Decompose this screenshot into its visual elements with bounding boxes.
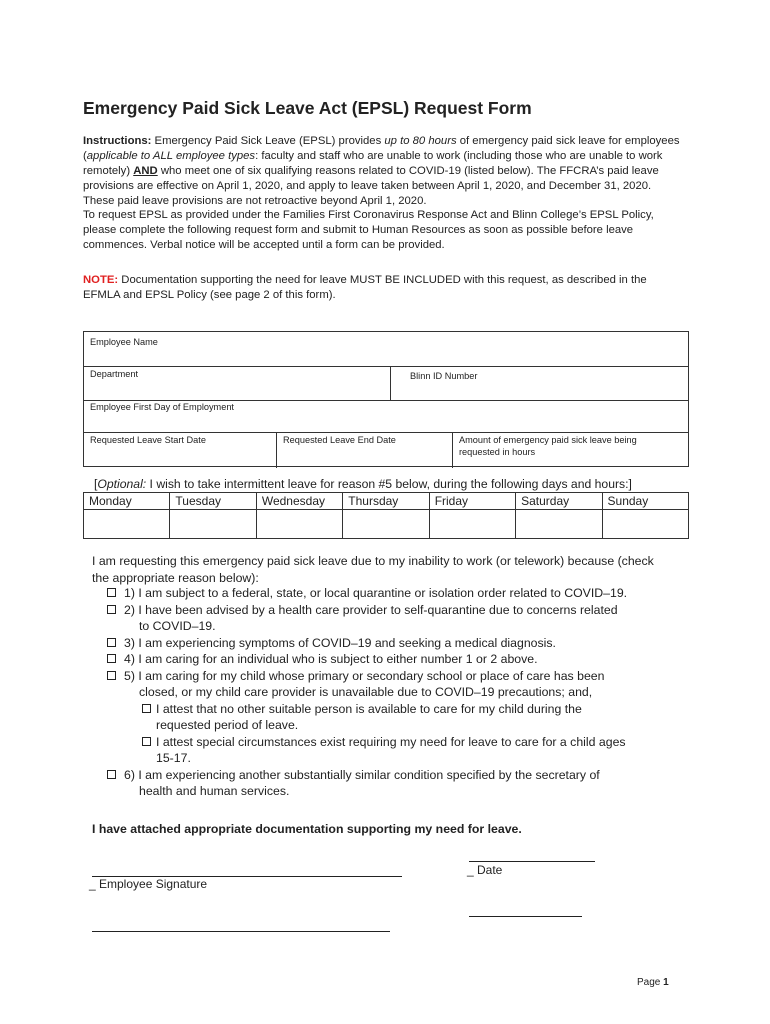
reason-5-text-2: closed, or my child care provider is unavailable due to COVID–19 precautions; and, [139, 685, 593, 699]
intermittent-days-table [83, 492, 689, 539]
day-sunday: Sunday [602, 493, 688, 510]
second-date-line[interactable] [469, 903, 582, 917]
amount-label-line-1: Amount of emergency paid sick leave being [459, 435, 637, 445]
instructions-emphasis-types: applicable to ALL employee types [86, 149, 256, 162]
employee-signature-line[interactable] [92, 863, 402, 877]
instructions-paragraph [83, 134, 683, 209]
amount-label-line-2: requested in hours [459, 447, 536, 457]
day-thursday: Thursday [343, 493, 429, 510]
day-friday: Friday [429, 493, 515, 510]
reason-3 [107, 635, 687, 652]
blinn-id-label: Blinn ID Number [410, 371, 478, 381]
first-day-row[interactable] [84, 401, 688, 433]
note-paragraph [83, 273, 683, 303]
reason-1-checkbox[interactable] [107, 588, 116, 597]
reason-6-text-1: 6) I am experiencing another substantially similar condition specified by the secretary of [124, 767, 600, 782]
department-row [84, 367, 688, 401]
start-date-divider [276, 433, 277, 468]
reason-5-attest-2-checkbox[interactable] [142, 737, 151, 746]
day-monday: Monday [84, 493, 170, 510]
intermittent-leave-line [94, 477, 632, 491]
start-date-label: Requested Leave Start Date [90, 435, 206, 445]
instructions-text-4: who meet one of six qualifying reasons related to COVID-19 (listed below). The FFCRA’s paid leave provisions are effective on April 1, 2020, and apply to leave taken between April 1, 2020, and December 31, 2020. These paid leave provisions are not retroactive beyond April 1, 2020. [83, 164, 659, 207]
page-number-value: 1 [663, 977, 669, 988]
page-number-label: Page [637, 977, 664, 988]
day-saturday: Saturday [516, 493, 602, 510]
intermittent-text: I wish to take intermittent leave for reason #5 below, during the following days and hours:] [146, 477, 632, 491]
attachment-statement: I have attached appropriate documentation supporting my need for leave. [92, 822, 522, 836]
reason-5-attest-1-text-2: requested period of leave. [156, 718, 299, 732]
department-label: Department [90, 369, 139, 379]
end-date-label: Requested Leave End Date [283, 435, 396, 445]
employee-name-label: Employee Name [90, 337, 158, 347]
reason-2-text-2: to COVID–19. [139, 619, 216, 633]
reason-5-attest-1 [124, 701, 687, 734]
reason-6-text-2: health and human services. [139, 784, 290, 798]
reason-2-text-1: 2) I have been advised by a health care provider to self-quarantine due to concerns related [124, 602, 618, 617]
instructions-emphasis-hours: up to 80 hours [384, 135, 457, 147]
days-header-row [84, 493, 689, 510]
day-tuesday: Tuesday [170, 493, 256, 510]
hours-cell-wednesday[interactable] [256, 510, 342, 539]
request-paragraph: To request EPSL as provided under the Families First Coronavirus Response Act and Blinn College’s EPSL Policy, please complete the following request form and submit to Human Resources as soon as possible before leave commences. Verbal notice will be accepted until a form can be provided. [83, 209, 654, 251]
instructions-text-1: Emergency Paid Sick Leave (EPSL) provides [151, 135, 385, 147]
reason-4 [107, 651, 687, 668]
reason-5-attest-1-checkbox[interactable] [142, 704, 151, 713]
employee-name-row[interactable] [84, 332, 688, 367]
intermittent-open-bracket: [ [94, 477, 98, 491]
second-signature-line[interactable] [92, 918, 390, 932]
instructions-text-2: of emergency paid sick leave for employees ( [83, 135, 680, 162]
reason-2-checkbox[interactable] [107, 605, 116, 614]
reason-5-attest-1-text-1: I attest that no other suitable person is available to care for my child during the [156, 701, 582, 716]
reason-4-text: 4) I am caring for an individual who is subject to either number 1 or 2 above. [124, 652, 538, 666]
reason-5 [107, 668, 687, 767]
reason-6 [107, 767, 687, 800]
hours-cell-sunday[interactable] [602, 510, 688, 539]
department-divider [390, 367, 391, 400]
day-wednesday: Wednesday [256, 493, 342, 510]
note-text: Documentation supporting the need for leave MUST BE INCLUDED with this request, as described in the EFMLA and EPSL Policy (see page 2 of this form). [83, 274, 647, 301]
end-date-divider [452, 433, 453, 468]
employee-signature-label: _ Employee Signature [89, 877, 208, 891]
hours-cell-saturday[interactable] [516, 510, 602, 539]
hours-cell-thursday[interactable] [343, 510, 429, 539]
reason-3-text: 3) I am experiencing symptoms of COVID–19 and seeking a medical diagnosis. [124, 635, 556, 650]
reason-5-checkbox[interactable] [107, 671, 116, 680]
reason-5-attest-2 [124, 734, 687, 767]
employee-info-box [83, 331, 689, 467]
instructions-and: AND [133, 164, 158, 177]
intermittent-optional-label: Optional: [97, 477, 147, 491]
first-day-label: Employee First Day of Employment [90, 402, 234, 412]
signature-date-label: _ Date [467, 863, 503, 877]
reasons-list [107, 585, 687, 800]
hours-cell-friday[interactable] [429, 510, 515, 539]
note-label: NOTE: [83, 274, 119, 286]
days-hours-row [84, 510, 689, 539]
reason-4-checkbox[interactable] [107, 654, 116, 663]
form-title: Emergency Paid Sick Leave Act (EPSL) Request Form [83, 98, 532, 118]
instructions-text-3: : faculty and staff who are unable to work (including those who are unable to work remotely) [83, 149, 663, 177]
instructions-label: Instructions: [83, 135, 152, 147]
hours-cell-monday[interactable] [84, 510, 170, 539]
page-number [637, 977, 669, 988]
reason-intro: I am requesting this emergency paid sick leave due to my inability to work (or telework) because (check the appropriate reason below): [92, 554, 654, 585]
reason-5-attest-2-text-2: 15-17. [156, 751, 191, 765]
reason-3-checkbox[interactable] [107, 638, 116, 647]
reason-1-text: 1) I am subject to a federal, state, or local quarantine or isolation order related to COVID–19. [124, 586, 628, 600]
reason-5-attest-2-text-1: I attest special circumstances exist requiring my need for leave to care for a child ages [156, 734, 626, 749]
reason-2 [107, 602, 687, 635]
reason-5-text-1: 5) I am caring for my child whose primary or secondary school or place of care has been [124, 668, 605, 683]
reason-1 [107, 585, 687, 602]
reason-6-checkbox[interactable] [107, 770, 116, 779]
signature-date-line[interactable] [469, 850, 595, 862]
leave-dates-row [84, 433, 688, 468]
hours-cell-tuesday[interactable] [170, 510, 256, 539]
